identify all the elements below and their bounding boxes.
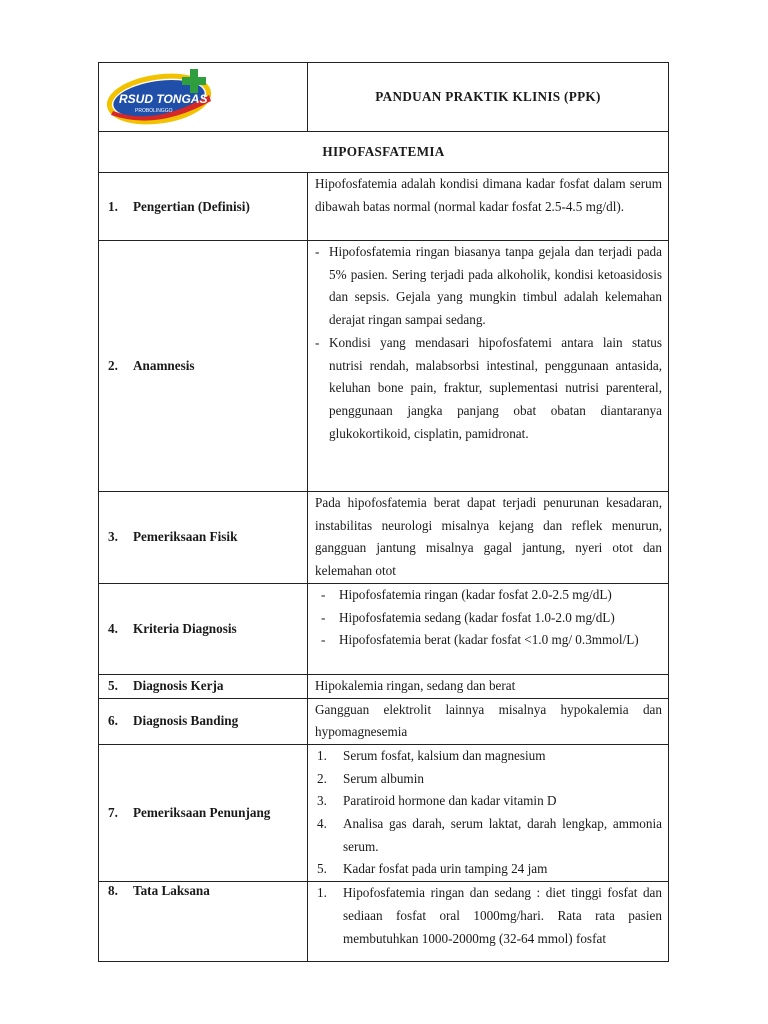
tata-laksana-content (308, 882, 669, 962)
section-number: 7. (108, 805, 118, 821)
list-number: 5. (317, 861, 327, 877)
list-item (315, 584, 662, 607)
section-label-anamnesis (99, 241, 308, 492)
penunjang-item-1: Serum fosfat, kalsium dan magnesium (343, 747, 546, 763)
section-label-kriteria-diagnosis (99, 583, 308, 674)
logo-subtext: PROBOLINGGO (135, 108, 173, 114)
section-number: 1. (108, 198, 118, 214)
ppk-document-table (98, 62, 669, 962)
document-subtitle: HIPOFASFATEMIA (99, 132, 669, 173)
dash-marker: - (315, 334, 320, 350)
dash-marker: - (321, 632, 326, 648)
pemeriksaan-fisik-text: Pada hipofosfatemia berat dapat terjadi penurunan kesadaran, instabilitas neurologi misalnya kejang dan reflek menurun, gangguan jantung misalnya gagal jantung, nyeri otot dan kelemahan otot (308, 492, 669, 584)
logo-text: RSUD TONGAS (119, 92, 208, 106)
section-number: 3. (108, 529, 118, 545)
list-item (315, 858, 662, 881)
section-label: Pemeriksaan Fisik (133, 529, 238, 545)
section-label-pemeriksaan-penunjang (99, 744, 308, 881)
list-number: 3. (317, 793, 327, 809)
section-label: Kriteria Diagnosis (133, 620, 237, 636)
kriteria-item-3: Hipofosfatemia berat (kadar fosfat <1.0 mg/ 0.3mmol/L) (339, 632, 639, 648)
section-label: Diagnosis Banding (133, 713, 239, 729)
section-label-diagnosis-banding (99, 698, 308, 744)
section-number: 4. (108, 620, 118, 636)
section-label: Anamnesis (133, 358, 195, 373)
diagnosis-banding-text: Gangguan elektrolit lainnya misalnya hypokalemia dan hypomagnesemia (308, 698, 669, 744)
section-label: Pemeriksaan Penunjang (133, 805, 271, 821)
list-item (315, 607, 662, 630)
list-item (315, 768, 662, 791)
definisi-text: Hipofosfatemia adalah kondisi dimana kadar fosfat dalam serum dibawah batas normal (normal kadar fosfat 2.5-4.5 mg/dl). (308, 173, 669, 241)
penunjang-content (308, 744, 669, 881)
list-item (315, 813, 662, 858)
kriteria-item-2: Hipofosfatemia sedang (kadar fosfat 1.0-2.0 mg/dL) (339, 609, 615, 625)
dash-marker: - (321, 586, 326, 602)
anamnesis-content (308, 241, 669, 492)
penunjang-item-5: Kadar fosfat pada urin tamping 24 jam (343, 861, 548, 877)
list-item (315, 332, 662, 446)
list-number: 2. (317, 770, 327, 786)
list-item (315, 882, 662, 950)
rsud-tongas-logo (105, 65, 223, 127)
penunjang-item-3: Paratiroid hormone dan kadar vitamin D (343, 793, 557, 809)
document-title: PANDUAN PRAKTIK KLINIS (PPK) (308, 63, 669, 132)
penunjang-item-2: Serum albumin (343, 770, 424, 786)
section-label: Diagnosis Kerja (133, 678, 224, 694)
list-item (315, 629, 662, 652)
section-number: 6. (108, 713, 118, 729)
section-label-diagnosis-kerja (99, 674, 308, 698)
anamnesis-item-2: Kondisi yang mendasari hipofosfatemi antara lain status nutrisi rendah, malabsorbsi intestinal, penggunaan antasida, keluhan bone pain, fraktur, suplementasi nutrisi parenteral, penggunaan jangka panjang obat obatan diantaranya glukokortikoid, cisplatin, pamidronat. (329, 334, 662, 441)
list-item (315, 241, 662, 332)
list-item (315, 745, 662, 768)
section-label-tata-laksana (99, 882, 308, 962)
list-number: 1. (317, 885, 327, 901)
list-number: 4. (317, 816, 327, 832)
logo-cell (99, 63, 308, 132)
dash-marker: - (315, 244, 320, 259)
dash-marker: - (321, 609, 326, 625)
tata-laksana-item-1: Hipofosfatemia ringan dan sedang : diet tinggi fosfat dan sediaan fosfat oral 1000mg/hari. Rata rata pasien membutuhkan 1000-2000mg (32-64 mmol) fosfat (343, 885, 662, 946)
section-label: Tata Laksana (133, 883, 210, 899)
kriteria-item-1: Hipofosfatemia ringan (kadar fosfat 2.0-2.5 mg/dL) (339, 586, 612, 602)
list-number: 1. (317, 747, 327, 763)
list-item (315, 790, 662, 813)
anamnesis-item-1: Hipofosfatemia ringan biasanya tanpa gejala dan terjadi pada 5% pasien. Sering terjadi pada alkoholik, kondisi ketoasidosis dan sepsis. Gejala yang mungkin timbul adalah kelemahan derajat ringan sampai sedang. (329, 244, 662, 328)
section-label-pemeriksaan-fisik (99, 492, 308, 584)
section-number: 5. (108, 678, 118, 694)
kriteria-content (308, 583, 669, 674)
section-number: 8. (108, 883, 118, 899)
section-label-definisi (99, 173, 308, 241)
penunjang-item-4: Analisa gas darah, serum laktat, darah lengkap, ammonia serum. (343, 816, 662, 854)
section-number: 2. (108, 358, 118, 373)
diagnosis-kerja-text: Hipokalemia ringan, sedang dan berat (308, 674, 669, 698)
section-label: Pengertian (Definisi) (133, 198, 250, 214)
